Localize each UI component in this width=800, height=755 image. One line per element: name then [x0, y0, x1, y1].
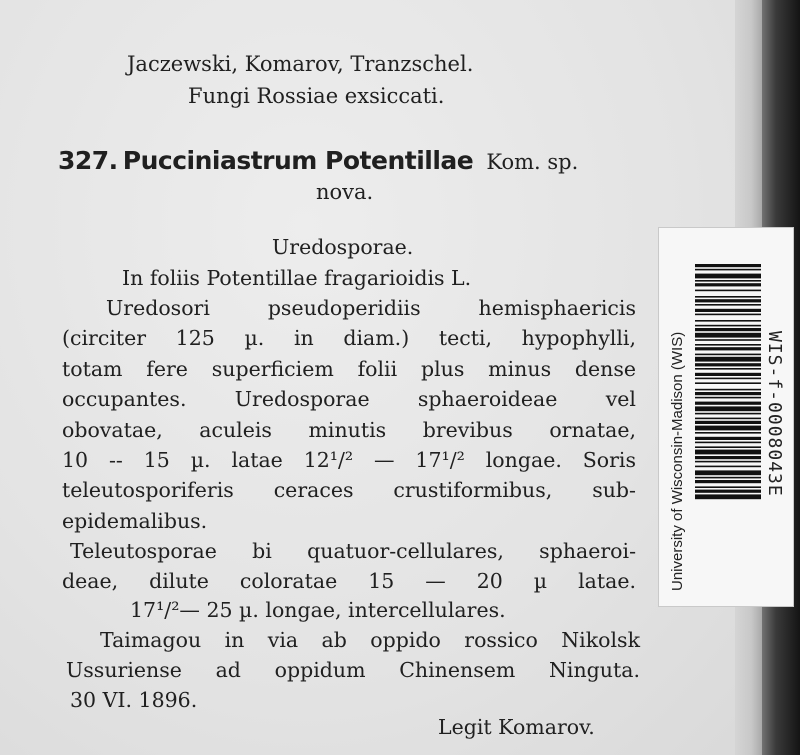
body-line-4: (circiter 125 µ. in diam.) tecti, hypophylli,	[62, 326, 636, 350]
barcode-bar	[695, 309, 761, 312]
barcode-bar	[695, 477, 761, 479]
barcode-bar	[695, 392, 761, 395]
barcode-bar	[695, 333, 761, 338]
barcode-bar	[695, 480, 761, 483]
barcode-bar	[695, 437, 761, 440]
collection-date: 30 VI. 1896.	[70, 688, 198, 712]
body-line-9: teleutosporiferis ceraces crustiformibus, sub-	[62, 478, 636, 502]
barcode-label	[658, 227, 794, 607]
specimen-heading	[58, 146, 578, 175]
barcode-bar	[695, 373, 761, 376]
barcode-bar	[695, 466, 761, 468]
barcode-bar	[695, 450, 761, 455]
barcode-bar	[695, 328, 761, 331]
body-line-5: totam fere superficiem folii plus minus dense	[62, 357, 636, 381]
authors-line: Jaczewski, Komarov, Tranzschel.	[127, 52, 474, 76]
barcode-bar	[695, 274, 761, 279]
barcode-bar	[695, 363, 761, 366]
barcode-bar	[695, 283, 761, 286]
body-line-8: 10 -- 15 µ. latae 12¹/² — 17¹/² longae. Soris	[62, 448, 636, 472]
collector: Legit Komarov.	[438, 715, 595, 739]
barcode-bar	[695, 280, 761, 282]
body-line-12: deae, dilute coloratae 15 — 20 µ latae.	[62, 569, 636, 593]
barcode-bar	[695, 304, 761, 306]
barcode-bar	[695, 421, 761, 424]
barcode-bar	[695, 344, 761, 346]
barcode-bar	[695, 402, 761, 405]
barcode-bar	[695, 406, 761, 411]
barcode-bar	[695, 461, 761, 463]
barcode-bar	[695, 442, 761, 444]
barcode-bar	[695, 446, 761, 448]
barcode-bar	[695, 264, 761, 267]
body-line-6: occupantes. Uredosporae sphaeroideae vel	[62, 387, 636, 411]
body-line-7: obovatae, aculeis minutis brevibus ornatae,	[62, 418, 636, 442]
barcode-bar	[695, 378, 761, 380]
body-line-2: In foliis Potentillae fragarioidis L.	[122, 266, 472, 290]
barcode-bar	[695, 397, 761, 399]
barcode	[695, 264, 761, 579]
body-line-1: Uredosporae.	[272, 235, 414, 259]
barcode-bar	[695, 432, 761, 434]
barcode-bar	[695, 389, 761, 391]
barcode-bar	[695, 269, 761, 271]
barcode-bar	[695, 413, 761, 415]
barcode-bar	[695, 357, 761, 362]
body-line-11: Teleutosporae bi quatuor-cellulares, sphaeroi-	[70, 539, 636, 563]
barcode-bar	[695, 354, 761, 356]
barcode-bar	[695, 382, 761, 384]
barcode-bar	[695, 347, 761, 350]
barcode-bar	[695, 325, 761, 327]
specimen-number: 327.	[58, 146, 118, 175]
taxon-authority: Kom. sp.	[486, 150, 579, 174]
body-line-3: Uredosori pseudoperidiis hemisphaericis	[106, 296, 636, 320]
taxon-status: nova.	[316, 180, 374, 204]
barcode-bar	[695, 494, 761, 499]
barcode-bar	[695, 490, 761, 493]
catalog-code: WIS-f-0008043E	[764, 331, 785, 497]
barcode-bar	[695, 314, 761, 316]
barcode-bar	[695, 290, 761, 292]
barcode-bar	[695, 339, 761, 341]
institution-text: University of Wisconsin-Madison (WIS)	[669, 331, 686, 591]
locality-line-2: Ussuriense ad oppidum Chinensem Ninguta.	[66, 658, 640, 682]
barcode-bar	[695, 486, 761, 488]
barcode-bar	[695, 299, 761, 302]
series-title: Fungi Rossiae exsiccati.	[188, 84, 445, 108]
barcode-bar	[695, 418, 761, 420]
body-line-13: 17¹/²— 25 µ. longae, intercellulares.	[130, 598, 506, 622]
barcode-bar	[695, 368, 761, 370]
barcode-bar	[695, 456, 761, 459]
barcode-bar	[695, 426, 761, 431]
locality-line-1: Taimagou in via ab oppido rossico Nikolsk	[100, 628, 640, 652]
barcode-bar	[695, 470, 761, 475]
taxon-name: Pucciniastrum Potentillae	[122, 146, 474, 175]
body-line-10: epidemalibus.	[62, 509, 208, 533]
barcode-bar	[695, 320, 761, 322]
barcode-bar	[695, 296, 761, 298]
